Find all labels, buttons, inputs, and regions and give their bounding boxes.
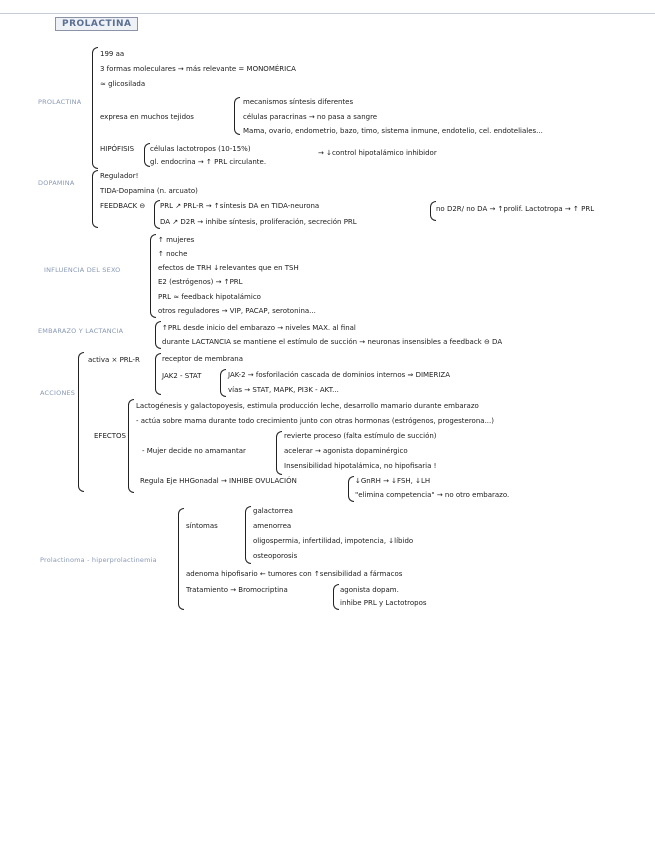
text-line: inhibe PRL y Lactotropos	[340, 599, 427, 607]
brace	[234, 97, 240, 135]
brace	[333, 584, 339, 610]
text-line: JAK-2 → fosforilación cascada de dominios internos ⇒ DIMERIZA	[228, 371, 450, 379]
section-hiperprolactinemia: Prolactinoma - hiperprolactinemia	[40, 556, 157, 564]
text-line: → ↓control hipotalámico inhibidor	[318, 149, 437, 157]
section-prolactina: PROLACTINA	[38, 98, 82, 106]
text-line: 199 aa	[100, 50, 125, 58]
text-line: Lactogénesis y galactopoyesis, estimula producción leche, desarrollo mamario durante embarazo	[136, 402, 479, 410]
text-line: Insensibilidad hipotalámica, no hipofisaria !	[284, 462, 437, 470]
text-line: no D2R/ no DA → ↑prolif. Lactotropa → ↑ PRL	[436, 205, 595, 213]
brace	[245, 506, 251, 564]
text-line: Tratamiento → Bromocriptina	[186, 586, 288, 594]
text-line: - actúa sobre mama durante todo crecimiento junto con otras hormonas (estrógenos, progesterona...)	[136, 417, 494, 425]
text-line: osteoporosis	[253, 552, 298, 560]
text-line: ↑PRL desde inicio del embarazo → niveles MAX. al final	[162, 324, 356, 332]
text-line: 3 formas moleculares → más relevante = MONOMÉRICA	[100, 65, 296, 73]
text-line: efectos de TRH ↓relevantes que en TSH	[158, 264, 299, 272]
text-line: mecanismos síntesis diferentes	[243, 98, 354, 106]
brace	[92, 170, 98, 228]
text-line: acelerar → agonista dopaminérgico	[284, 447, 408, 455]
text-line: EFECTOS	[94, 432, 126, 440]
text-line: HIPÓFISIS	[100, 145, 135, 153]
text-line: Regula Eje HHGonadal → INHIBE OVULACIÓN	[140, 477, 297, 485]
text-line: adenoma hipofisario ← tumores con ↑sensibilidad a fármacos	[186, 570, 403, 578]
text-line: vías → STAT, MAPK, PI3K - AKT...	[228, 386, 339, 394]
section-dopamina: DOPAMINA	[38, 179, 75, 187]
text-line: "elimina competencia" → no otro embarazo.	[355, 491, 510, 499]
text-line: activa × PRL-R	[88, 356, 140, 364]
text-line: síntomas	[186, 522, 218, 530]
text-line: otros reguladores → VIP, PACAP, serotonina...	[158, 307, 316, 315]
brace	[155, 321, 161, 349]
text-line: ↑ noche	[158, 250, 188, 258]
text-line: JAK2 - STAT	[162, 372, 202, 380]
text-line: PRL ≈ feedback hipotalámico	[158, 293, 261, 301]
text-line: FEEDBACK ⊖	[100, 202, 146, 210]
text-line: - Mujer decide no amamantar	[142, 447, 246, 455]
text-line: gl. endocrina → ↑ PRL circulante.	[150, 158, 267, 166]
brace	[150, 234, 156, 318]
text-line: PRL ↗ PRL-R → ↑síntesis DA en TIDA-neurona	[160, 202, 320, 210]
text-line: DA ↗ D2R → inhibe síntesis, proliferación, secreción PRL	[160, 218, 357, 226]
brace	[128, 399, 134, 493]
brace	[155, 353, 161, 395]
text-line: agonista dopam.	[340, 586, 399, 594]
text-line: E2 (estrógenos) → ↑PRL	[158, 278, 243, 286]
text-line: oligospermia, infertilidad, impotencia, ↓líbido	[253, 537, 414, 545]
text-line: Regulador!	[100, 172, 139, 180]
brace	[92, 47, 98, 169]
text-line: TIDA-Dopamina (n. arcuato)	[100, 187, 198, 195]
text-line: células paracrinas → no pasa a sangre	[243, 113, 378, 121]
brace	[178, 508, 184, 610]
text-line: revierte proceso (falta estímulo de succión)	[284, 432, 437, 440]
text-line: ↑ mujeres	[158, 236, 195, 244]
section-embarazo: EMBARAZO Y LACTANCIA	[38, 327, 124, 335]
text-line: ↓GnRH → ↓FSH, ↓LH	[355, 477, 431, 485]
top-rule	[0, 13, 655, 14]
section-influencia: INFLUENCIA DEL SEXO	[44, 266, 121, 274]
brace	[276, 431, 282, 475]
text-line: galactorrea	[253, 507, 293, 515]
brace	[348, 476, 354, 502]
brace	[220, 369, 226, 397]
brace	[78, 352, 84, 492]
text-line: amenorrea	[253, 522, 292, 530]
text-line: ≈ glicosilada	[100, 80, 146, 88]
text-line: Mama, ovario, endometrio, bazo, timo, sistema inmune, endotelio, cel. endoteliales...	[243, 127, 543, 135]
text-line: durante LACTANCIA se mantiene el estímulo de succión → neuronas insensibles a feedback ⊖ DA	[162, 338, 503, 346]
page-title: PROLACTINA	[55, 17, 138, 31]
text-line: expresa en muchos tejidos	[100, 113, 194, 121]
text-line: receptor de membrana	[162, 355, 244, 363]
section-acciones: ACCIONES	[40, 389, 76, 397]
text-line: células lactotropos (10-15%)	[150, 145, 251, 153]
